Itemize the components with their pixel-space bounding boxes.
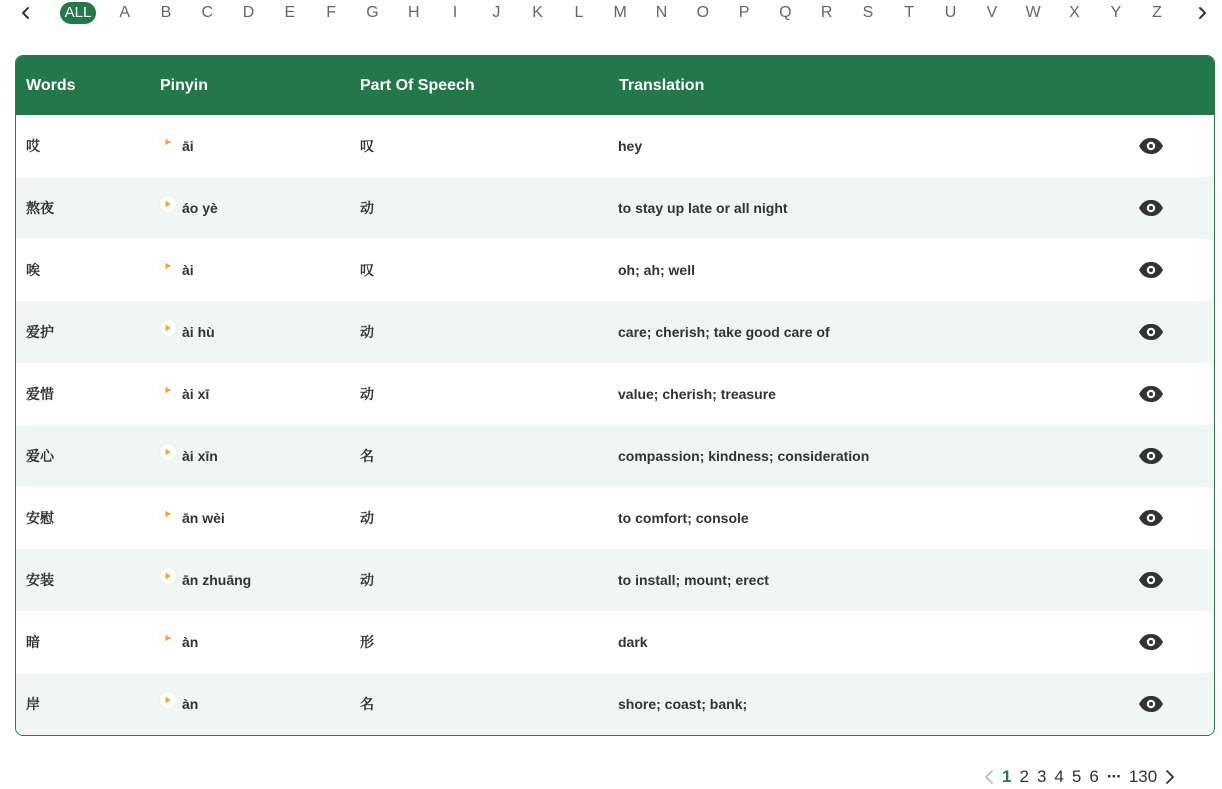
cell-word: 爱护 (26, 324, 54, 340)
alphabet-letter-i[interactable]: I (452, 4, 458, 21)
pagination (980, 765, 1179, 789)
page-last[interactable]: 130 (1128, 767, 1158, 786)
alphabet-letter-y[interactable]: Y (1110, 4, 1122, 21)
cell-part-of-speech: 形 (360, 634, 374, 650)
play-icon[interactable] (160, 568, 176, 584)
table-row (16, 363, 1214, 425)
pinyin-text: ài hù (182, 324, 215, 340)
page-2[interactable]: 2 (1019, 767, 1029, 786)
pinyin-text: ài xī (182, 386, 210, 402)
play-icon[interactable] (160, 134, 176, 150)
pinyin-text: ān zhuāng (182, 572, 252, 588)
alphabet-letter-s[interactable]: S (862, 4, 874, 21)
eye-icon[interactable] (1138, 693, 1164, 715)
page-5[interactable]: 5 (1071, 767, 1082, 786)
cell-translation: compassion; kindness; consideration (618, 448, 870, 464)
pinyin-text: ài xīn (182, 448, 218, 464)
chevron-left-icon[interactable] (16, 2, 36, 24)
cell-word: 安慰 (26, 510, 54, 526)
vocabulary-table (15, 55, 1215, 736)
play-icon[interactable] (160, 692, 176, 708)
cell-translation: oh; ah; well (618, 262, 695, 278)
cell-word: 唉 (26, 262, 40, 278)
pinyin-text: áo yè (182, 200, 218, 216)
alphabet-letter-k[interactable]: K (532, 4, 543, 21)
alphabet-letter-all[interactable]: ALL (60, 2, 96, 24)
page-1[interactable]: 1 (1002, 767, 1012, 786)
table-body (16, 115, 1214, 735)
chevron-right-icon[interactable] (1192, 2, 1212, 24)
alphabet-letter-u[interactable]: U (944, 4, 957, 21)
cell-part-of-speech: 叹 (360, 262, 374, 278)
alphabet-letter-e[interactable]: E (284, 4, 296, 21)
prev-page-icon[interactable] (980, 767, 998, 787)
alphabet-letter-j[interactable]: J (492, 4, 501, 21)
cell-translation: to stay up late or all night (618, 200, 788, 216)
cell-pinyin (160, 487, 225, 549)
cell-pinyin (160, 239, 194, 301)
header-translation: Translation (619, 77, 705, 94)
table-row (16, 611, 1214, 673)
cell-translation: care; cherish; take good care of (618, 324, 830, 340)
pinyin-text: āi (182, 138, 194, 154)
alphabet-filter-bar (0, 0, 1222, 28)
alphabet-letter-c[interactable]: C (201, 4, 214, 21)
alphabet-letter-l[interactable]: L (574, 4, 584, 21)
alphabet-letter-f[interactable]: F (326, 4, 337, 21)
cell-pinyin (160, 611, 198, 673)
table-row (16, 115, 1214, 177)
eye-icon[interactable] (1138, 569, 1164, 591)
play-icon[interactable] (160, 258, 176, 274)
header-pinyin: Pinyin (160, 77, 209, 94)
cell-part-of-speech: 动 (360, 572, 374, 588)
table-row (16, 487, 1214, 549)
page-4[interactable]: 4 (1054, 767, 1064, 786)
cell-pinyin (160, 673, 198, 735)
alphabet-letter-n[interactable]: N (655, 4, 668, 21)
cell-word: 哎 (26, 138, 40, 154)
eye-icon[interactable] (1138, 383, 1164, 405)
alphabet-letter-o[interactable]: O (696, 4, 710, 21)
cell-pinyin (160, 549, 251, 611)
alphabet-letter-b[interactable]: B (160, 4, 172, 21)
cell-part-of-speech: 动 (360, 510, 374, 526)
cell-translation: hey (618, 138, 643, 154)
play-icon[interactable] (160, 444, 176, 460)
cell-part-of-speech: 叹 (360, 138, 374, 154)
table-row (16, 177, 1214, 239)
cell-part-of-speech: 动 (360, 386, 374, 402)
table-row (16, 425, 1214, 487)
play-icon[interactable] (160, 506, 176, 522)
table-row (16, 673, 1214, 735)
cell-part-of-speech: 名 (360, 696, 374, 712)
alphabet-letter-h[interactable]: H (407, 4, 420, 21)
cell-word: 爱惜 (26, 386, 54, 402)
table-header (16, 56, 1214, 115)
pagination-ellipsis: ··· (1106, 767, 1121, 786)
table-row (16, 239, 1214, 301)
eye-icon[interactable] (1138, 631, 1164, 653)
cell-translation: value; cherish; treasure (618, 386, 776, 402)
cell-part-of-speech: 动 (360, 200, 374, 216)
cell-pinyin (160, 115, 194, 177)
pinyin-text: ān wèi (182, 510, 225, 526)
alphabet-letter-z[interactable]: Z (1152, 4, 1162, 21)
pinyin-text: ài (182, 262, 194, 278)
cell-word: 岸 (26, 696, 40, 712)
cell-word: 暗 (26, 634, 40, 650)
alphabet-letter-g[interactable]: G (366, 4, 379, 21)
cell-pinyin (160, 177, 218, 239)
alphabet-letter-x[interactable]: X (1069, 4, 1080, 21)
play-icon[interactable] (160, 630, 176, 646)
eye-icon[interactable] (1138, 135, 1164, 157)
cell-word: 爱心 (26, 448, 54, 464)
cell-pinyin (160, 301, 215, 363)
alphabet-letter-r[interactable]: R (820, 4, 833, 21)
play-icon[interactable] (160, 382, 176, 398)
pinyin-text: àn (182, 634, 199, 650)
cell-translation: to comfort; console (618, 510, 749, 526)
cell-translation: to install; mount; erect (618, 572, 769, 588)
alphabet-letter-p[interactable]: P (738, 4, 750, 21)
eye-icon[interactable] (1138, 197, 1164, 219)
page-6[interactable]: 6 (1089, 767, 1099, 786)
cell-translation: shore; coast; bank; (618, 696, 748, 712)
cell-word: 熬夜 (26, 200, 54, 216)
alphabet-letter-a[interactable]: A (119, 4, 130, 21)
table-row (16, 549, 1214, 611)
alphabet-letter-list (60, 2, 1178, 24)
play-icon[interactable] (160, 196, 176, 212)
alphabet-letter-v[interactable]: V (986, 4, 998, 21)
page-3[interactable]: 3 (1036, 767, 1047, 786)
alphabet-letter-q[interactable]: Q (779, 4, 792, 21)
eye-icon[interactable] (1138, 507, 1164, 529)
cell-pinyin (160, 425, 218, 487)
cell-word: 安装 (26, 572, 54, 588)
header-words: Words (26, 77, 76, 94)
page-number-list (998, 767, 1103, 787)
cell-pinyin (160, 363, 209, 425)
header-part-of-speech: Part Of Speech (360, 77, 475, 94)
alphabet-letter-d[interactable]: D (242, 4, 255, 21)
cell-part-of-speech: 名 (360, 448, 374, 464)
alphabet-letter-w[interactable]: W (1025, 4, 1041, 21)
eye-icon[interactable] (1138, 321, 1164, 343)
pinyin-text: àn (182, 696, 199, 712)
alphabet-letter-m[interactable]: M (613, 4, 627, 21)
play-icon[interactable] (160, 320, 176, 336)
eye-icon[interactable] (1138, 445, 1164, 467)
alphabet-letter-t[interactable]: T (904, 4, 915, 21)
eye-icon[interactable] (1138, 259, 1164, 281)
table-row (16, 301, 1214, 363)
cell-part-of-speech: 动 (360, 324, 374, 340)
next-page-icon[interactable] (1161, 767, 1179, 787)
cell-translation: dark (618, 634, 648, 650)
